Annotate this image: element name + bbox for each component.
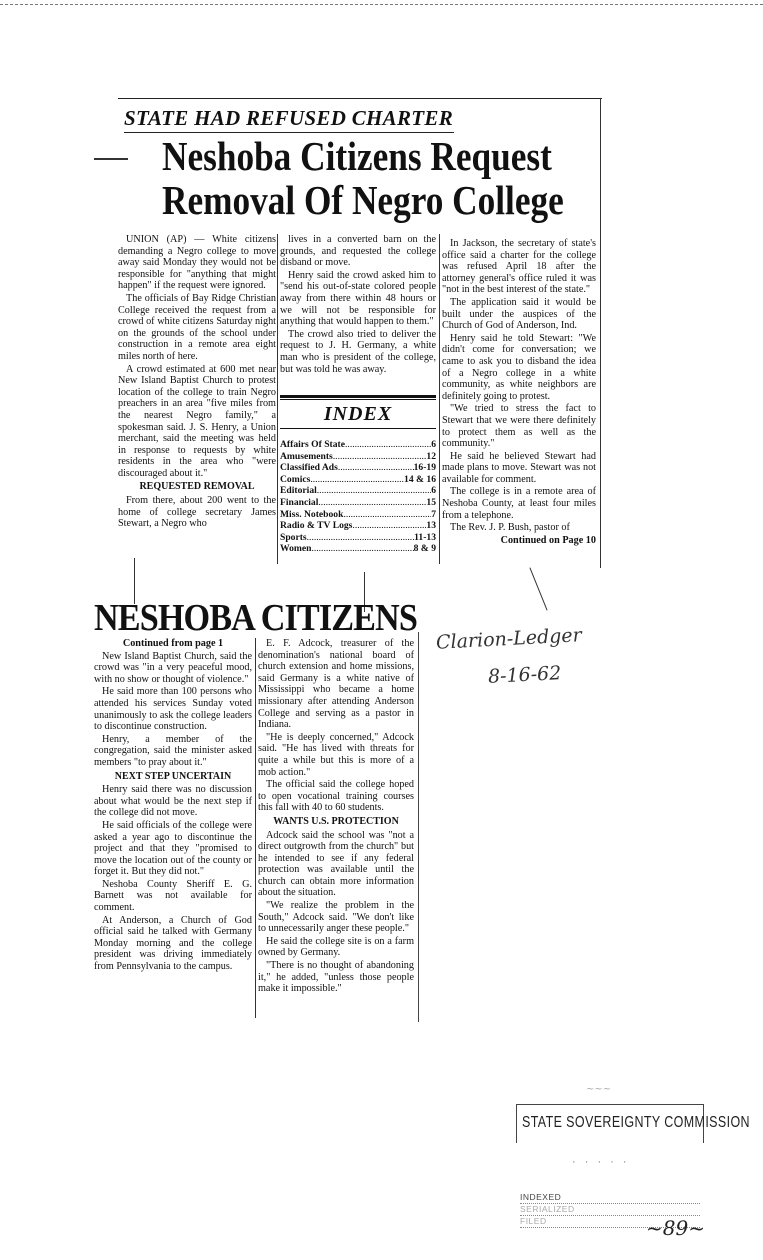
paragraph: "We tried to stress the fact to Stewart that we were there definitely to protect them as well as the community." xyxy=(442,403,596,450)
article1-column-3 xyxy=(442,238,596,547)
paragraph: New Island Baptist Church, said the crowd was "in a very peaceful mood, with no show or thought of violence." xyxy=(94,650,252,685)
paragraph: Henry said the crowd asked him to "send his out-of-state colored people away from there within 48 hours or we will not be responsible for anything that would happen to them." xyxy=(280,269,436,328)
paragraph: Neshoba County Sheriff E. G. Barnett was not available for comment. xyxy=(94,878,252,914)
index-item-name: Classified Ads xyxy=(280,462,338,474)
article1-column-2 xyxy=(280,234,436,376)
subhead-next-step: NEXT STEP UNCERTAIN xyxy=(114,770,232,782)
main-headline xyxy=(162,134,564,222)
article-clipping-continuation xyxy=(90,592,420,1024)
index-leader-dots xyxy=(345,439,431,451)
paragraph: He said more than 100 persons who attended his services Sunday voted unanimously to ask the college leaders to discontinue construction. xyxy=(94,686,252,733)
right-border xyxy=(600,98,601,568)
index-item-page: 14 & 16 xyxy=(404,473,436,485)
handwritten-date: 8-16-62 xyxy=(487,662,562,688)
paragraph: From there, about 200 went to the home of college secretary James Stewart, a Negro who xyxy=(118,495,276,530)
index-row xyxy=(280,485,436,497)
index-leader-dots xyxy=(352,520,426,532)
index-leader-dots xyxy=(318,497,426,509)
article-clipping-front-page xyxy=(112,98,602,568)
index-top-rule-thin xyxy=(280,399,436,400)
index-item-name: Editorial xyxy=(280,485,317,497)
continuation-headline: NESHOBA CITIZENS xyxy=(94,597,417,639)
index-leader-dots xyxy=(338,462,414,474)
paragraph: "He is deeply concerned," Adcock said. "He has lived with threats for quite a while but this is more of a mob action." xyxy=(258,731,414,778)
index-item-name: Amusements xyxy=(280,450,333,462)
index-leader-dots xyxy=(333,451,427,463)
paragraph: The officials of Bay Ridge Christian College received the request from a crowd of white citizens Saturday night on the grounds of the school under construction in a remote area eight miles north of here. xyxy=(118,292,276,362)
index-row xyxy=(280,543,436,555)
headline-line-1: Neshoba Citizens Request xyxy=(162,133,552,179)
index-list xyxy=(280,439,436,555)
stamp-row-filed: FILED xyxy=(520,1216,547,1226)
subhead-wants-protection: WANTS U.S. PROTECTION xyxy=(273,815,399,827)
index-item-name: Sports xyxy=(280,531,307,543)
scan-edge-dashes xyxy=(0,4,763,5)
index-item-page: 16-19 xyxy=(413,462,436,474)
pen-dash-mark xyxy=(94,158,128,160)
subhead-requested-removal: REQUESTED REMOVAL xyxy=(139,481,255,493)
stamp-date-faded: · · · · · xyxy=(572,1156,630,1168)
paragraph: "There is no thought of abandoning it," he added, "unless those people make it impossible." xyxy=(258,960,414,995)
paragraph: Henry, a member of the congregation, said the minister asked members "to pray about it." xyxy=(94,733,252,768)
paragraph: The college is in a remote area of Neshoba County, at least four miles from a telephone. xyxy=(442,486,596,521)
handwritten-source: Clarion-Ledger xyxy=(435,624,583,654)
paragraph: The Rev. J. P. Bush, pastor of xyxy=(450,522,570,534)
paragraph: Henry said there was no discussion about what would be the next step if the college did not move. xyxy=(94,784,252,819)
index-item-page: 7 xyxy=(431,508,436,520)
pen-stroke xyxy=(529,567,547,610)
continued-from-page: Continued from page 1 xyxy=(122,638,224,649)
paragraph: A crowd estimated at 600 met near New Island Baptist Church to protest location of the college to train Negro preachers in an area "five miles from the nearest Negro family," a spokesman said. J. S. Henry, a Union merchant, said the meeting was held in response to requests by white residents in the area who "were discouraged about it." xyxy=(118,363,276,479)
paragraph: He said he believed Stewart had made plans to move. Stewart was not available for comment. xyxy=(442,450,596,485)
faint-handwriting: ~~~ xyxy=(586,1084,612,1095)
index-title: INDEX xyxy=(323,403,393,425)
index-row xyxy=(280,520,436,532)
index-leader-dots xyxy=(311,543,413,555)
index-leader-dots xyxy=(317,485,431,497)
column-divider xyxy=(439,234,440,564)
index-item-name: Affairs Of State xyxy=(280,439,346,450)
index-row xyxy=(280,451,436,463)
index-item-page: 13 xyxy=(426,520,436,532)
index-row xyxy=(280,439,436,451)
column-divider xyxy=(277,234,278,564)
paragraph: The official said the college hoped to open vocational training courses this fall with 40 to 60 students. xyxy=(258,779,414,814)
paragraph: At Anderson, a Church of God official said he talked with Germany Monday morning and the college president was driving immediately from Pennsylvania to the campus. xyxy=(94,914,252,973)
index-title-rule xyxy=(280,428,436,429)
paragraph: He said officials of the college were asked a year ago to discontinue the project and that they "promised to move the location out of the county or forget it. But they did not." xyxy=(94,819,252,878)
index-item-page: 11-13 xyxy=(414,531,436,543)
stamp-row-serialized: SERIALIZED xyxy=(520,1204,575,1214)
paragraph: E. F. Adcock, treasurer of the denomination's national board of church extension and home missions, said Germany is a white native of Mississippi who became a home missionary after attending Anderson College and serving as a pastor in Indiana. xyxy=(258,638,414,731)
index-leader-dots xyxy=(310,474,404,486)
stamp-handwritten-number: ~89~ xyxy=(646,1216,705,1240)
index-row xyxy=(280,462,436,474)
index-item-name: Miss. Notebook xyxy=(280,508,344,520)
index-row xyxy=(280,474,436,486)
paragraph: He said the college site is on a farm owned by Germany. xyxy=(258,935,414,959)
index-item-page: 8 & 9 xyxy=(413,543,436,555)
continued-on-page: Continued on Page 10 xyxy=(500,534,596,546)
index-item-name: Financial xyxy=(280,496,319,508)
index-item-page: 6 xyxy=(431,439,436,450)
paragraph: UNION (AP) — White citizens demanding a Negro college to move away said Monday they would not be responsible for "anything that might happen" if the request were ignored. xyxy=(118,234,276,292)
kicker-headline: STATE HAD REFUSED CHARTER xyxy=(124,106,454,130)
paragraph: Henry said he told Stewart: "We didn't come for conversation; we came to ask you to disband the idea of a Negro college in a white community, as white neighbors are definitely going to protest. xyxy=(442,332,596,402)
index-leader-dots xyxy=(307,532,414,544)
index-top-rule-thick xyxy=(280,395,436,398)
paragraph: "We realize the problem in the South," Adcock said. "We don't like to unnecessarily anger these people." xyxy=(258,900,414,935)
index-item-page: 12 xyxy=(426,450,436,462)
article1-column-1 xyxy=(118,234,276,531)
article2-column-1 xyxy=(94,638,252,974)
top-rule xyxy=(118,98,602,99)
index-box xyxy=(280,395,436,560)
index-item-name: Radio & TV Logs xyxy=(280,520,353,532)
headline-line-2: Removal Of Negro College xyxy=(162,177,564,223)
index-item-name: Women xyxy=(280,543,312,555)
paragraph: In Jackson, the secretary of state's office said a charter for the college was refused April 18 after the attorney general's office ruled it was "not in the best interest of the state." xyxy=(442,238,596,296)
stamp-row-indexed: INDEXED xyxy=(520,1192,562,1202)
index-item-page: 15 xyxy=(426,496,436,508)
right-border xyxy=(418,632,419,1022)
index-item-page: 6 xyxy=(431,485,436,497)
paragraph: Adcock said the school was "not a direct outgrowth from the church" but he intended to see if any federal protection was available until the church can obtain more information about the situation. xyxy=(258,829,414,899)
index-row xyxy=(280,497,436,509)
paragraph: lives in a converted barn on the grounds, and requested the college disband or move. xyxy=(280,234,436,269)
index-row xyxy=(280,532,436,544)
paragraph: The crowd also tried to deliver the request to J. H. Germany, a white man who is president of the college, but was told he was away. xyxy=(280,328,436,375)
index-leader-dots xyxy=(343,509,431,521)
stamp-title: STATE SOVEREIGNTY COMMISSION xyxy=(522,1114,750,1131)
paragraph: The application said it would be built under the auspices of the Church of God of Anderson, Ind. xyxy=(442,296,596,332)
index-row xyxy=(280,509,436,521)
index-item-name: Comics xyxy=(280,473,311,485)
column-divider xyxy=(255,638,256,1018)
commission-stamp xyxy=(516,1084,750,1254)
article2-column-2 xyxy=(258,638,414,996)
